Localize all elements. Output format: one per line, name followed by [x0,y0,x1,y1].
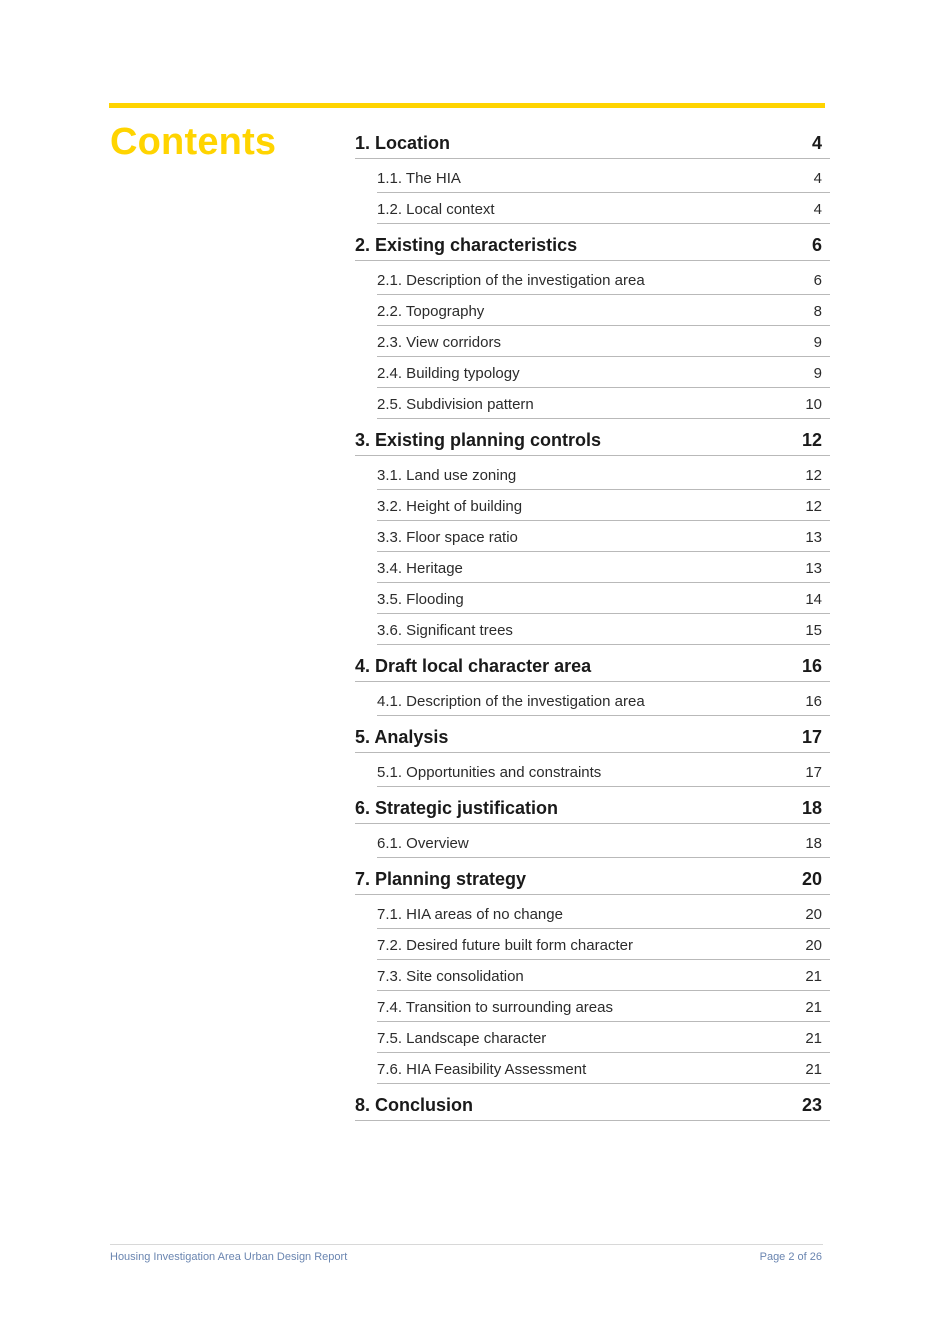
toc-section-label: 2. Existing characteristics [355,234,578,255]
toc-section-page-number: 17 [801,726,822,747]
toc-subsection-entry[interactable] [377,264,830,295]
toc-subsection-entry[interactable] [377,193,830,224]
toc-subsection-entry[interactable] [377,326,830,357]
toc-subsection-page-number: 9 [813,364,822,382]
toc-section-entry[interactable] [355,791,830,824]
toc-subsection-page-number: 21 [805,1029,822,1047]
toc-subsection-label: 2.2. Topography [377,302,485,320]
toc-subsection-label: 3.3. Floor space ratio [377,528,518,546]
toc-subsection-page-number: 21 [805,998,822,1016]
footer-page-number: Page 2 of 26 [759,1251,822,1263]
page-title: Contents [110,121,277,163]
toc-subsection-label: 1.2. Local context [377,200,495,218]
toc-subsection-entry[interactable] [377,357,830,388]
toc-section-group [355,228,830,419]
toc-section-entry[interactable] [355,649,830,682]
toc-section-entry[interactable] [355,1088,830,1121]
toc-subsection-page-number: 20 [805,936,822,954]
toc-subsection-entry[interactable] [377,490,830,521]
toc-subsection-entry[interactable] [377,685,830,716]
toc-subsection-list [377,261,830,419]
toc-section-page-number: 16 [801,655,822,676]
toc-subsection-entry[interactable] [377,929,830,960]
toc-subsection-page-number: 20 [805,905,822,923]
toc-subsection-label: 3.1. Land use zoning [377,466,517,484]
toc-subsection-label: 7.2. Desired future built form character [377,936,633,954]
toc-subsection-page-number: 4 [813,169,822,187]
toc-subsection-entry[interactable] [377,162,830,193]
toc-section-group [355,862,830,1084]
toc-section-page-number: 20 [801,868,822,889]
toc-section-page-number: 6 [811,234,822,255]
toc-section-page-number: 23 [801,1094,822,1115]
toc-subsection-label: 7.5. Landscape character [377,1029,547,1047]
toc-section-entry[interactable] [355,720,830,753]
toc-section-label: 7. Planning strategy [355,868,527,889]
toc-section-entry[interactable] [355,423,830,456]
toc-subsection-entry[interactable] [377,991,830,1022]
toc-subsection-list [377,456,830,645]
toc-section-group [355,126,830,224]
toc-subsection-page-number: 21 [805,967,822,985]
toc-subsection-list [377,753,830,787]
toc-subsection-label: 7.1. HIA areas of no change [377,905,563,923]
toc-subsection-entry[interactable] [377,295,830,326]
toc-section-group [355,649,830,716]
toc-subsection-entry[interactable] [377,614,830,645]
toc-subsection-label: 2.4. Building typology [377,364,520,382]
toc-subsection-entry[interactable] [377,388,830,419]
toc-section-group [355,1088,830,1121]
toc-section-label: 4. Draft local character area [355,655,592,676]
toc-subsection-entry[interactable] [377,827,830,858]
toc-subsection-entry[interactable] [377,960,830,991]
toc-subsection-page-number: 13 [805,528,822,546]
toc-subsection-label: 3.6. Significant trees [377,621,513,639]
toc-section-group [355,791,830,858]
toc-subsection-page-number: 10 [805,395,822,413]
toc-subsection-page-number: 18 [805,834,822,852]
toc-section-page-number: 18 [801,797,822,818]
toc-subsection-page-number: 15 [805,621,822,639]
toc-subsection-label: 3.4. Heritage [377,559,463,577]
toc-subsection-entry[interactable] [377,521,830,552]
toc-subsection-label: 6.1. Overview [377,834,469,852]
toc-section-group [355,720,830,787]
toc-subsection-page-number: 6 [813,271,822,289]
top-accent-rule [109,103,825,108]
toc-subsection-page-number: 16 [805,692,822,710]
toc-subsection-label: 5.1. Opportunities and constraints [377,763,602,781]
toc-section-entry[interactable] [355,862,830,895]
toc-subsection-page-number: 12 [805,497,822,515]
toc-section-label: 8. Conclusion [355,1094,474,1115]
footer-divider [110,1244,823,1245]
toc-subsection-entry[interactable] [377,756,830,787]
toc-subsection-list [377,682,830,716]
toc-subsection-label: 1.1. The HIA [377,169,461,187]
toc-section-page-number: 4 [811,132,822,153]
toc-subsection-page-number: 4 [813,200,822,218]
toc-section-label: 5. Analysis [355,726,449,747]
toc-subsection-label: 7.4. Transition to surrounding areas [377,998,613,1016]
toc-subsection-entry[interactable] [377,1053,830,1084]
toc-subsection-list [377,895,830,1084]
toc-subsection-label: 2.5. Subdivision pattern [377,395,534,413]
toc-subsection-entry[interactable] [377,459,830,490]
toc-subsection-label: 3.2. Height of building [377,497,523,515]
toc-subsection-label: 2.3. View corridors [377,333,501,351]
toc-subsection-label: 2.1. Description of the investigation area [377,271,645,289]
toc-section-group [355,423,830,645]
toc-section-entry[interactable] [355,228,830,261]
toc-section-entry[interactable] [355,126,830,159]
toc-section-page-number: 12 [801,429,822,450]
toc-subsection-label: 7.3. Site consolidation [377,967,524,985]
toc-section-label: 6. Strategic justification [355,797,559,818]
footer-document-title: Housing Investigation Area Urban Design Report [110,1251,348,1263]
toc-subsection-label: 7.6. HIA Feasibility Assessment [377,1060,587,1078]
toc-section-label: 1. Location [355,132,451,153]
toc-subsection-label: 3.5. Flooding [377,590,464,608]
toc-subsection-label: 4.1. Description of the investigation area [377,692,645,710]
toc-subsection-entry[interactable] [377,898,830,929]
toc-subsection-page-number: 8 [813,302,822,320]
toc-subsection-page-number: 13 [805,559,822,577]
toc-subsection-entry[interactable] [377,552,830,583]
toc-subsection-list [377,159,830,224]
toc-subsection-page-number: 9 [813,333,822,351]
toc-subsection-entry[interactable] [377,583,830,614]
toc-section-label: 3. Existing planning controls [355,429,602,450]
toc-subsection-page-number: 12 [805,466,822,484]
toc-subsection-page-number: 21 [805,1060,822,1078]
table-of-contents [355,126,830,1125]
toc-subsection-entry[interactable] [377,1022,830,1053]
toc-subsection-page-number: 14 [805,590,822,608]
toc-subsection-page-number: 17 [805,763,822,781]
toc-subsection-list [377,824,830,858]
